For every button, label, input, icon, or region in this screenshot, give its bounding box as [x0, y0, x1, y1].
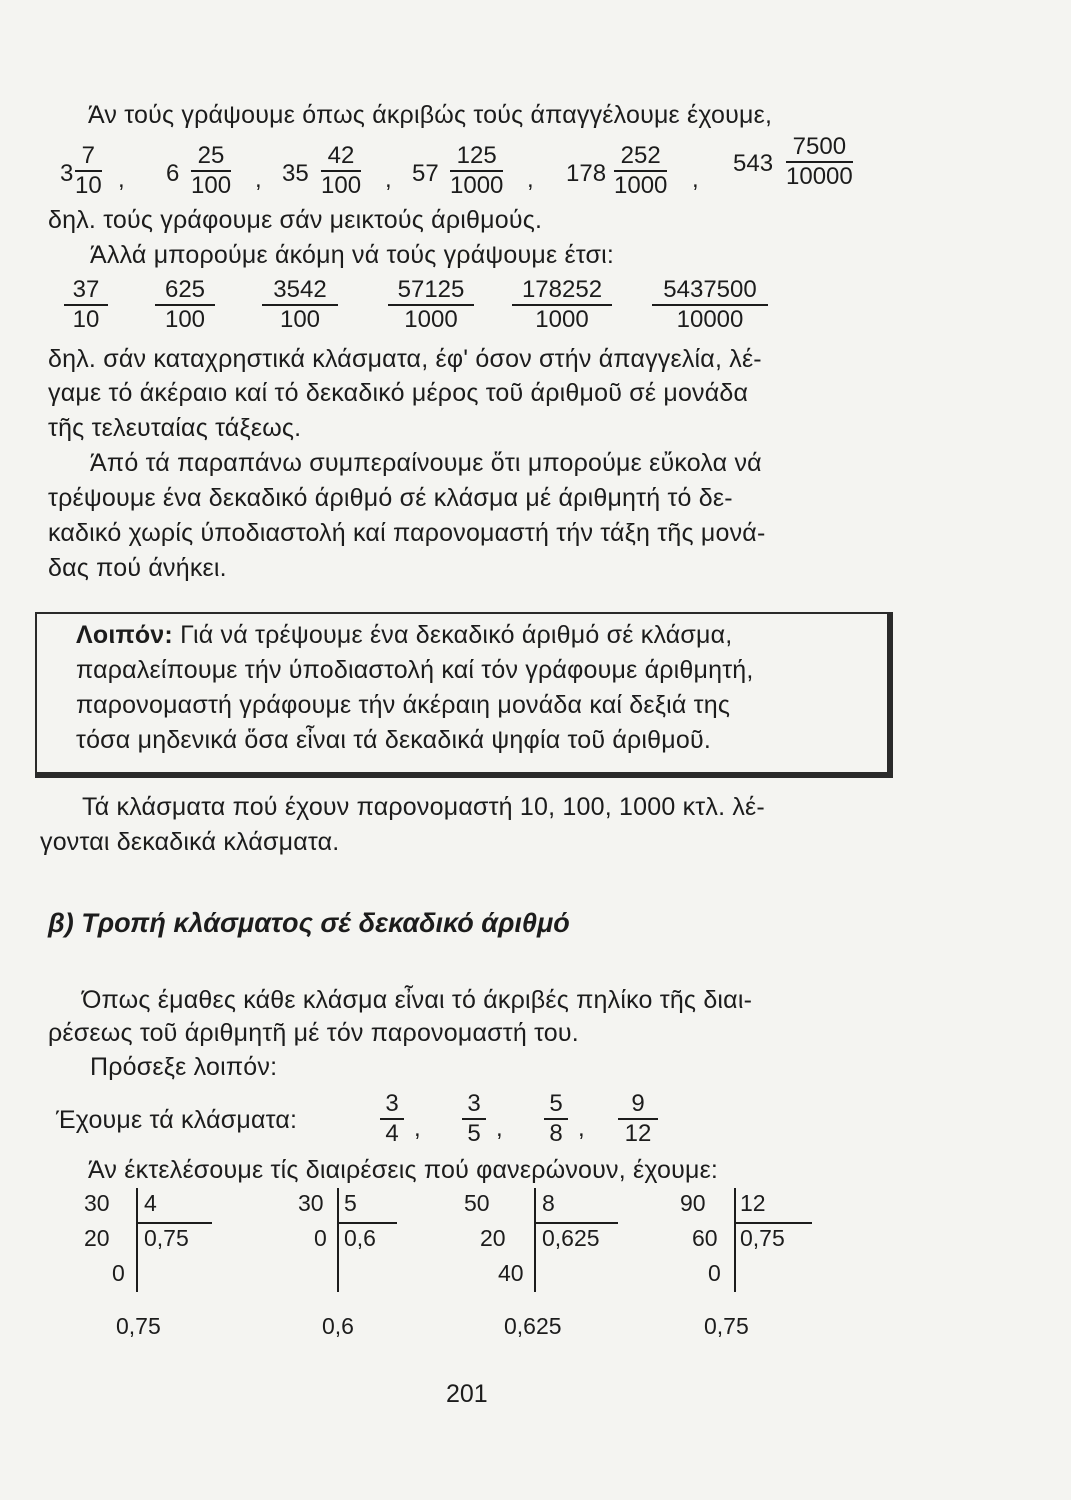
division-horizontal-bar — [534, 1222, 618, 1224]
numerator: 3542 — [262, 276, 338, 306]
divisor: 12 — [740, 1190, 766, 1216]
numerator: 9 — [618, 1090, 658, 1120]
numerator: 57125 — [388, 276, 474, 306]
rule-line — [76, 620, 732, 650]
division-result: 0,75 — [116, 1313, 161, 1339]
improper-fraction — [512, 276, 612, 334]
remainder: 20 — [84, 1225, 110, 1251]
fraction — [618, 1090, 658, 1148]
paragraph-line: γονται δεκαδικά κλάσματα. — [40, 828, 340, 856]
division-vertical-bar — [734, 1188, 736, 1292]
denominator: 1000 — [450, 172, 504, 199]
division-horizontal-bar — [734, 1222, 812, 1224]
mixed-whole: 543 — [733, 150, 774, 177]
paragraph-line: Πρόσεξε λοιπόν: — [90, 1053, 278, 1081]
paragraph-line: δηλ. τούς γράφουμε σάν μεικτούς άριθμούς. — [48, 206, 543, 234]
numerator: 37 — [64, 276, 108, 306]
long-division — [80, 1186, 230, 1296]
denominator: 10 — [75, 172, 102, 199]
comma: , — [692, 166, 699, 193]
paragraph-line: τῆς τελευταίας τάξεως. — [48, 414, 302, 442]
divisor: 5 — [344, 1190, 357, 1216]
mixed-fraction — [786, 133, 853, 191]
dividend: 30 — [84, 1190, 110, 1216]
numerator: 625 — [155, 276, 215, 306]
remainder: 20 — [480, 1225, 506, 1251]
denominator: 100 — [164, 306, 206, 333]
denominator: 10000 — [786, 163, 853, 190]
denominator: 10 — [72, 306, 100, 333]
paragraph-line: Όπως έμαθες κάθε κλάσμα εἶναι τό άκριβές πηλίκο τῆς διαι- — [82, 986, 753, 1014]
denominator: 8 — [549, 1120, 563, 1147]
paragraph-line: Τά κλάσματα πού έχουν παρονομαστή 10, 100, 1000 κτλ. λέ- — [82, 793, 765, 821]
improper-fraction — [388, 276, 474, 334]
comma: , — [496, 1115, 503, 1142]
divisor: 4 — [144, 1190, 157, 1216]
paragraph-line: Άπό τά παραπάνω συμπεραίνουμε ὅτι μπορούμε εὔκολα νά — [90, 449, 762, 477]
denominator: 1000 — [535, 306, 589, 333]
paragraph-line: Άλλά μπορούμε άκόμη νά τούς γράψουμε έτσι: — [90, 241, 615, 269]
mixed-fraction — [191, 142, 231, 200]
mixed-fraction — [450, 142, 503, 200]
mixed-whole: 6 — [166, 160, 180, 187]
division-vertical-bar — [534, 1188, 536, 1292]
quotient: 0,625 — [542, 1225, 600, 1251]
remainder: 0 — [314, 1225, 327, 1251]
page-number: 201 — [446, 1380, 488, 1408]
paragraph-line: δας πού άνήκει. — [48, 554, 227, 582]
denominator: 1000 — [614, 172, 668, 199]
rule-text: Γιά νά τρέψουμε ένα δεκαδικό άριθμό σέ κλάσμα, — [172, 621, 733, 649]
paragraph-line: τρέψουμε ένα δεκαδικό άριθμό σέ κλάσμα μέ άριθμητή τό δε- — [48, 484, 733, 512]
remainder: 0 — [708, 1260, 721, 1286]
division-horizontal-bar — [136, 1222, 212, 1224]
paragraph-line: Έχουμε τά κλάσματα: — [56, 1106, 298, 1134]
divisor: 8 — [542, 1190, 555, 1216]
division-result: 0,625 — [504, 1313, 562, 1339]
comma: , — [118, 166, 125, 193]
improper-fraction — [652, 276, 768, 334]
dividend: 30 — [298, 1190, 324, 1216]
section-heading: β) Τροπή κλάσματος σέ δεκαδικό άριθμό — [48, 908, 570, 938]
fraction — [380, 1090, 404, 1148]
comma: , — [527, 166, 534, 193]
numerator: 5 — [544, 1090, 568, 1120]
quotient: 0,75 — [740, 1225, 785, 1251]
comma: , — [255, 166, 262, 193]
improper-fraction — [64, 276, 108, 334]
paragraph-line: ρέσεως τοῦ άριθμητῆ μέ τόν παρονομαστή του. — [48, 1019, 579, 1047]
division-result: 0,6 — [322, 1313, 354, 1339]
denominator: 10000 — [676, 306, 744, 333]
numerator: 3 — [462, 1090, 486, 1120]
improper-fraction — [262, 276, 338, 334]
numerator: 3 — [380, 1090, 404, 1120]
long-division — [676, 1186, 826, 1296]
numerator: 178252 — [512, 276, 612, 306]
paragraph-line: γαμε τό άκέραιο καί τό δεκαδικό μέρος τοῦ άριθμοῦ σέ μονάδα — [48, 379, 749, 407]
numerator: 42 — [321, 142, 361, 172]
denominator: 100 — [321, 172, 362, 199]
mixed-fraction — [75, 142, 102, 200]
numerator: 25 — [191, 142, 231, 172]
fraction — [462, 1090, 486, 1148]
paragraph-line: δηλ. σάν καταχρηστικά κλάσματα, έφ' όσον στήν άπαγγελία, λέ- — [48, 345, 762, 373]
division-vertical-bar — [136, 1188, 138, 1292]
denominator: 1000 — [404, 306, 458, 333]
intro-line: Άν τούς γράψουμε όπως άκριβώς τούς άπαγγέλουμε έχουμε, — [88, 101, 773, 129]
dividend: 50 — [464, 1190, 490, 1216]
rule-line: παραλείπουμε τήν ύποδιαστολή καί τόν γράφουμε άριθμητή, — [76, 656, 754, 684]
remainder: 0 — [112, 1260, 125, 1286]
numerator: 125 — [450, 142, 503, 172]
mixed-whole: 35 — [282, 160, 309, 187]
rule-label: Λοιπόν: — [76, 621, 173, 649]
improper-fraction — [155, 276, 215, 334]
denominator: 4 — [385, 1120, 399, 1147]
comma: , — [578, 1115, 585, 1142]
quotient: 0,6 — [344, 1225, 376, 1251]
dividend: 90 — [680, 1190, 706, 1216]
numerator: 7500 — [786, 133, 853, 163]
fraction — [544, 1090, 568, 1148]
paragraph-line: Άν έκτελέσουμε τίς διαιρέσεις πού φανερώνουν, έχουμε: — [88, 1156, 719, 1184]
long-division — [462, 1186, 632, 1296]
rule-line: τόσα μηδενικά ὅσα εἶναι τά δεκαδικά ψηφία τοῦ άριθμοῦ. — [76, 726, 711, 754]
quotient: 0,75 — [144, 1225, 189, 1251]
remainder: 40 — [498, 1260, 524, 1286]
denominator: 100 — [279, 306, 321, 333]
mixed-whole: 3 — [60, 160, 74, 187]
mixed-whole: 57 — [412, 160, 439, 187]
denominator: 12 — [624, 1120, 652, 1147]
comma: , — [414, 1115, 421, 1142]
comma: , — [385, 166, 392, 193]
numerator: 7 — [75, 142, 102, 172]
mixed-whole: 178 — [566, 160, 607, 187]
division-vertical-bar — [337, 1188, 339, 1292]
denominator: 5 — [467, 1120, 481, 1147]
paragraph-line: καδικό χωρίς ύποδιαστολή καί παρονομαστή τήν τάξη τῆς μονά- — [48, 519, 766, 547]
mixed-fraction — [321, 142, 361, 200]
long-division — [294, 1186, 414, 1296]
division-result: 0,75 — [704, 1313, 749, 1339]
numerator: 252 — [614, 142, 667, 172]
numerator: 5437500 — [652, 276, 768, 306]
denominator: 100 — [191, 172, 232, 199]
rule-line: παρονομαστή γράφουμε τήν άκέραιη μονάδα καί δεξιά της — [76, 691, 731, 719]
division-horizontal-bar — [337, 1222, 397, 1224]
mixed-fraction — [614, 142, 667, 200]
remainder: 60 — [692, 1225, 718, 1251]
